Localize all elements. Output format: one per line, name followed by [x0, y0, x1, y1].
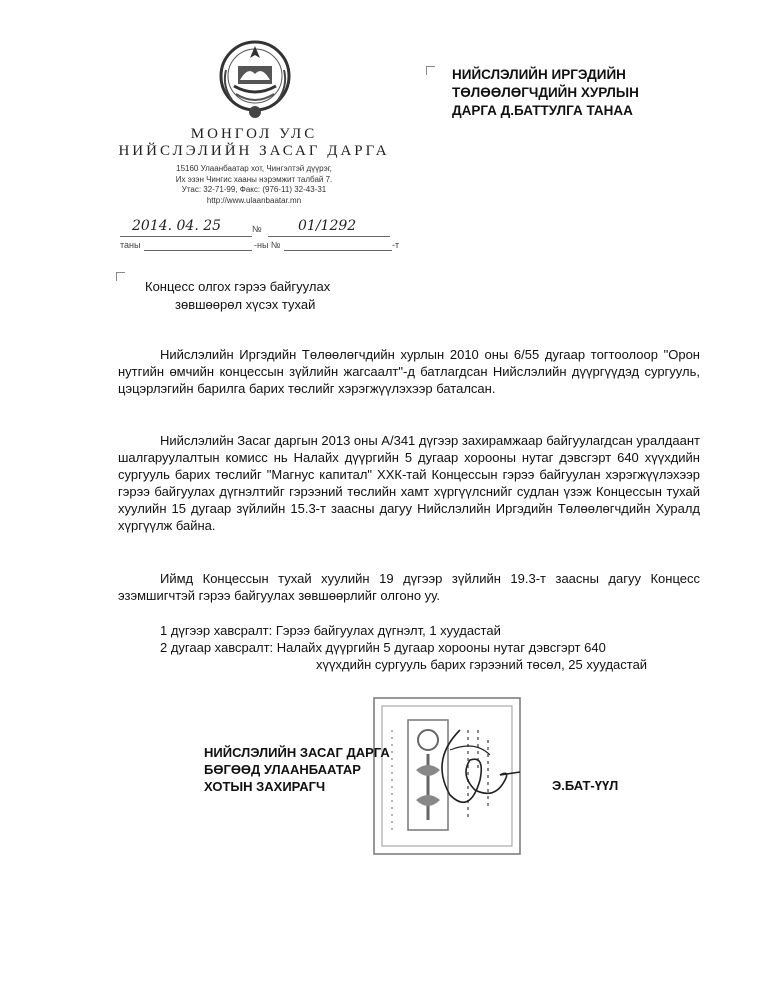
registration-number-label: №: [252, 224, 262, 234]
subject-corner-mark: [116, 272, 125, 281]
state-emblem-icon: [218, 36, 292, 124]
registration-number: 01/1292: [298, 218, 357, 234]
signature-title-line2: БӨГӨӨД УЛААНБААТАР: [204, 762, 361, 777]
subject-block: [145, 278, 405, 314]
body-paragraph-3: Иймд Концессын тухай хуулийн 19 дүгээр зүйлийн 19.3-т заасны дагуу Концесс эзэмшигчтэй гэрээ байгуулах зөвшөөрлийг олгоно уу.: [118, 571, 700, 603]
letterhead-address-line2: Их эзэн Чингис хааны нэрэмжит талбай 7.: [175, 174, 333, 184]
body-paragraph-2: Нийслэлийн Засаг даргын 2013 оны А/341 дүгээр захирамжаар байгуулагдсан уралдаант шалгаруулалтын комисс нь Налайх дүүргийн 5 дугаар хорооны нутаг дэвсгэрт 640 хүүхдийн сургууль барих төслийг "Магнус капитал" ХХК-тай Концессын гэрээ байгуулан хэрэгжүүлэхээр гэрээ байгуулах дүгнэлтийг гэрээний төслийн хамт хүргүүлснийг судлан үзэж Концессын тухай хуулийн 15 дугаар зүйлийн 15.3-т заасны дагуу Нийслэлийн Иргэдийн Төлөөлөгчдийн Хуралд хүргүүлж байна.: [118, 433, 700, 533]
addressee-line1: НИЙСЛЭЛИЙН ИРГЭДИЙН: [452, 67, 626, 82]
subject-line2: зөвшөөрөл хүсэх тухай: [175, 297, 316, 312]
registration-block: [120, 216, 402, 252]
letterhead-contact-block: [118, 164, 390, 206]
addressee-line2: ТӨЛӨӨЛӨГЧДИЙН ХУРЛЫН: [452, 85, 639, 100]
letterhead-address-line1: 15160 Улаанбаатар хот, Чингэлтэй дүүрэг,: [176, 164, 332, 173]
handwritten-signature-icon: [420, 720, 530, 820]
letterhead-phone-fax: Утас: 32-71-99, Факс: (976-11) 32-43-31: [181, 185, 327, 194]
addressee-block: [452, 66, 702, 120]
subject-line1: Концесс олгох гэрээ байгуулах: [145, 279, 331, 294]
signature-title-line1: НИЙСЛЭЛИЙН ЗАСАГ ДАРГА: [204, 745, 390, 760]
letterhead-title-office: НИЙСЛЭЛИЙН ЗАСАГ ДАРГА: [118, 143, 390, 159]
reply-label-mid: -ны №: [254, 240, 281, 250]
addressee-line3: ДАРГА Д.БАТТУЛГА ТАНАА: [452, 103, 633, 118]
signature-title-block: [204, 744, 390, 795]
signer-name: Э.БАТ-ҮҮЛ: [552, 778, 619, 793]
reply-label-left: таны: [120, 240, 141, 250]
attachment-item-2: 2 дугаар хавсралт: Налайх дүүргийн 5 дугаар хорооны нутаг дэвсгэрт 640: [160, 640, 606, 655]
attachment-item-1: 1 дүгээр хавсралт: Гэрээ байгуулах дүгнэлт, 1 хуудастай: [160, 623, 501, 638]
letterhead-title-country: МОНГОЛ УЛС: [190, 126, 318, 142]
address-corner-mark: [426, 66, 435, 75]
body-paragraph-1: Нийслэлийн Иргэдийн Төлөөлөгчдийн хурлын 2010 оны 6/55 дугаар тогтоолоор "Орон нутгийн өмчийн концессын зүйлийн жагсаалт"-д батлагдсан Нийслэлийн дүүргүүдэд сургууль, цэцэрлэгийн барилга барих төслийг хэрэгжүүлэхээр баталсан.: [118, 347, 700, 396]
attachments-list: [160, 622, 700, 673]
attachment-item-2-continued: хүүхдийн сургууль барих гэрээний төсөл, 25 хуудастай: [316, 657, 648, 672]
letterhead-website: http://www.ulaanbaatar.mn: [206, 195, 302, 205]
registration-date: 2014. 04. 25: [132, 218, 222, 234]
signature-title-line3: ХОТЫН ЗАХИРАГЧ: [204, 779, 326, 794]
reply-label-right: -т: [392, 240, 400, 250]
letterhead-title: [118, 126, 390, 160]
